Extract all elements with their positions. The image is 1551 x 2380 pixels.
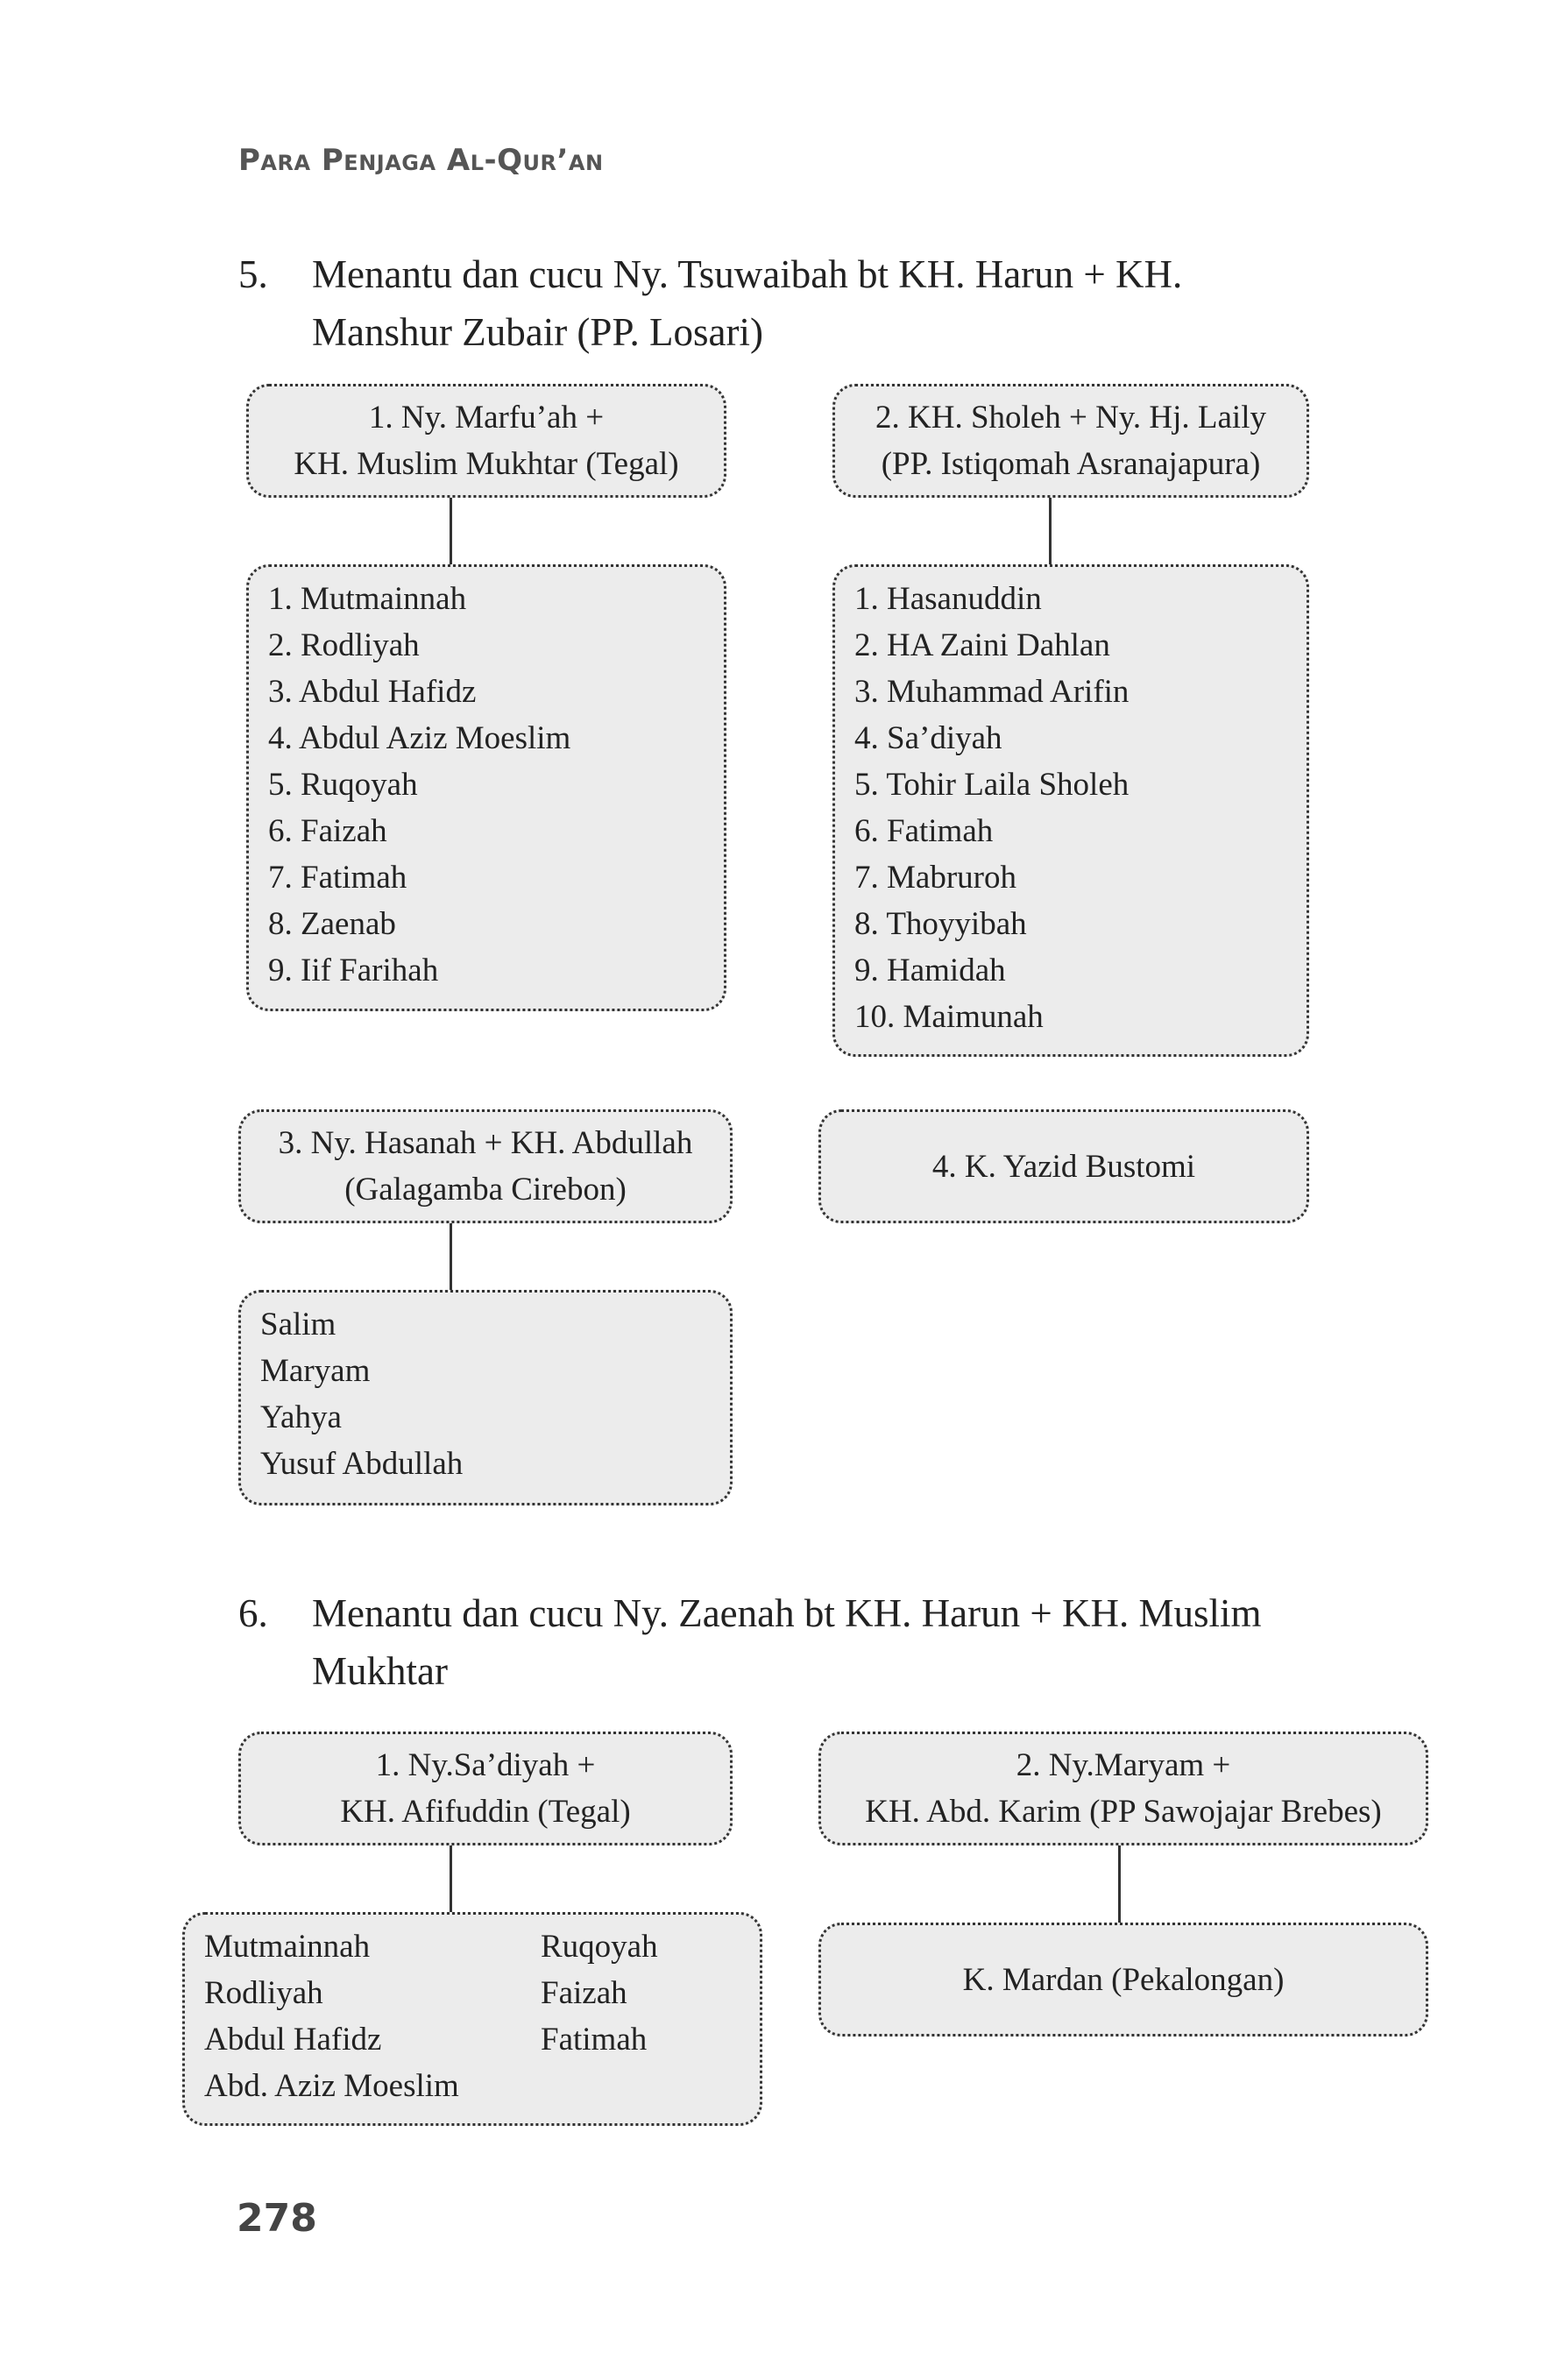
list-item: 3. Muhammad Arifin: [854, 674, 1130, 710]
list-item: 1. Hasanuddin: [854, 581, 1042, 617]
s6-family1-children-col2: [541, 1923, 658, 2063]
list-item: K. Mardan (Pekalongan): [962, 1961, 1285, 1998]
list-item: 4. Abdul Aziz Moeslim: [268, 720, 571, 756]
list-item: 5. Tohir Laila Sholeh: [854, 767, 1130, 803]
section-5-number: 5.: [238, 252, 268, 296]
s5-family3-children: [238, 1290, 733, 1505]
list-item: 2. Rodliyah: [268, 627, 420, 663]
list-item: 9. Hamidah: [854, 953, 1006, 988]
list-item: Mutmainnah: [204, 1929, 371, 1965]
s6-family2-head-line: KH. Abd. Karim (PP Sawojajar Brebes): [865, 1794, 1382, 1830]
running-header: Para Penjaga Al-Qur’an: [238, 143, 604, 178]
list-item: Faizah: [541, 1975, 627, 2011]
s6-family2-connector: [1118, 1845, 1121, 1923]
s5-family3-head-line: 3. Ny. Hasanah + KH. Abdullah: [278, 1125, 693, 1161]
s5-family2-connector: [1049, 498, 1052, 564]
s5-family2-head-line: (PP. Istiqomah Asranajapura): [881, 446, 1261, 482]
list-item: Fatimah: [541, 2022, 648, 2058]
list-item: Salim: [260, 1307, 336, 1342]
list-item: 7. Mabruroh: [854, 860, 1016, 896]
list-item: Rodliyah: [204, 1975, 323, 2011]
list-item: Maryam: [260, 1353, 371, 1389]
s6-family1-head: [238, 1732, 733, 1845]
list-item: Abd. Aziz Moeslim: [204, 2068, 459, 2104]
s6-family1-children-col1: [204, 1923, 459, 2109]
list-item: 6. Faizah: [268, 813, 387, 849]
s5-family3-connector: [450, 1223, 452, 1290]
section-6-number: 6.: [238, 1591, 268, 1635]
s6-family1-head-line: 1. Ny.Sa’diyah +: [375, 1747, 596, 1783]
s5-family4-head: [818, 1109, 1309, 1223]
s5-family1-head-line: 1. Ny. Marfu’ah +: [368, 400, 605, 436]
list-item: Abdul Hafidz: [204, 2022, 382, 2058]
s5-family3-head-line: (Galagamba Cirebon): [344, 1172, 627, 1208]
list-item: 10. Maimunah: [854, 999, 1044, 1035]
s6-family1-connector: [450, 1845, 452, 1912]
s5-family1-head: [246, 384, 726, 498]
list-item: 1. Mutmainnah: [268, 581, 467, 617]
s6-family2-children: [818, 1923, 1428, 2036]
list-item: Ruqoyah: [541, 1929, 658, 1965]
list-item: Yusuf Abdullah: [260, 1446, 464, 1482]
s5-family1-connector: [450, 498, 452, 564]
list-item: 5. Ruqoyah: [268, 767, 418, 803]
list-item: 7. Fatimah: [268, 860, 407, 896]
s5-family2-children: [832, 564, 1309, 1057]
section-6-title-line2: Mukhtar: [312, 1649, 448, 1693]
list-item: 8. Thoyyibah: [854, 906, 1027, 942]
s6-family1-children: [182, 1912, 762, 2126]
s5-family3-head: [238, 1109, 733, 1223]
list-item: 2. HA Zaini Dahlan: [854, 627, 1110, 663]
s5-family2-head: [832, 384, 1309, 498]
list-item: 9. Iif Farihah: [268, 953, 439, 988]
list-item: 3. Abdul Hafidz: [268, 674, 477, 710]
list-item: Yahya: [260, 1399, 342, 1435]
list-item: 8. Zaenab: [268, 906, 396, 942]
s5-family4-head-line: 4. K. Yazid Bustomi: [931, 1148, 1196, 1185]
section-5-title-line2: Manshur Zubair (PP. Losari): [312, 310, 763, 354]
s6-family2-head-line: 2. Ny.Maryam +: [1016, 1747, 1231, 1783]
list-item: 6. Fatimah: [854, 813, 994, 849]
s5-family2-head-line: 2. KH. Sholeh + Ny. Hj. Laily: [875, 400, 1266, 436]
s5-family1-children: [246, 564, 726, 1011]
s6-family2-head: [818, 1732, 1428, 1845]
s6-family1-head-line: KH. Afifuddin (Tegal): [340, 1794, 631, 1830]
s5-family1-head-line: KH. Muslim Mukhtar (Tegal): [294, 446, 679, 482]
list-item: 4. Sa’diyah: [854, 720, 1002, 756]
section-5-heading: [238, 245, 1325, 368]
section-5-title-line1: Menantu dan cucu Ny. Tsuwaibah bt KH. Harun + KH.: [312, 252, 1183, 296]
page-number: 278: [237, 2196, 317, 2241]
section-6-heading: [238, 1584, 1325, 1707]
section-6-title-line1: Menantu dan cucu Ny. Zaenah bt KH. Harun + KH. Muslim: [312, 1591, 1262, 1635]
